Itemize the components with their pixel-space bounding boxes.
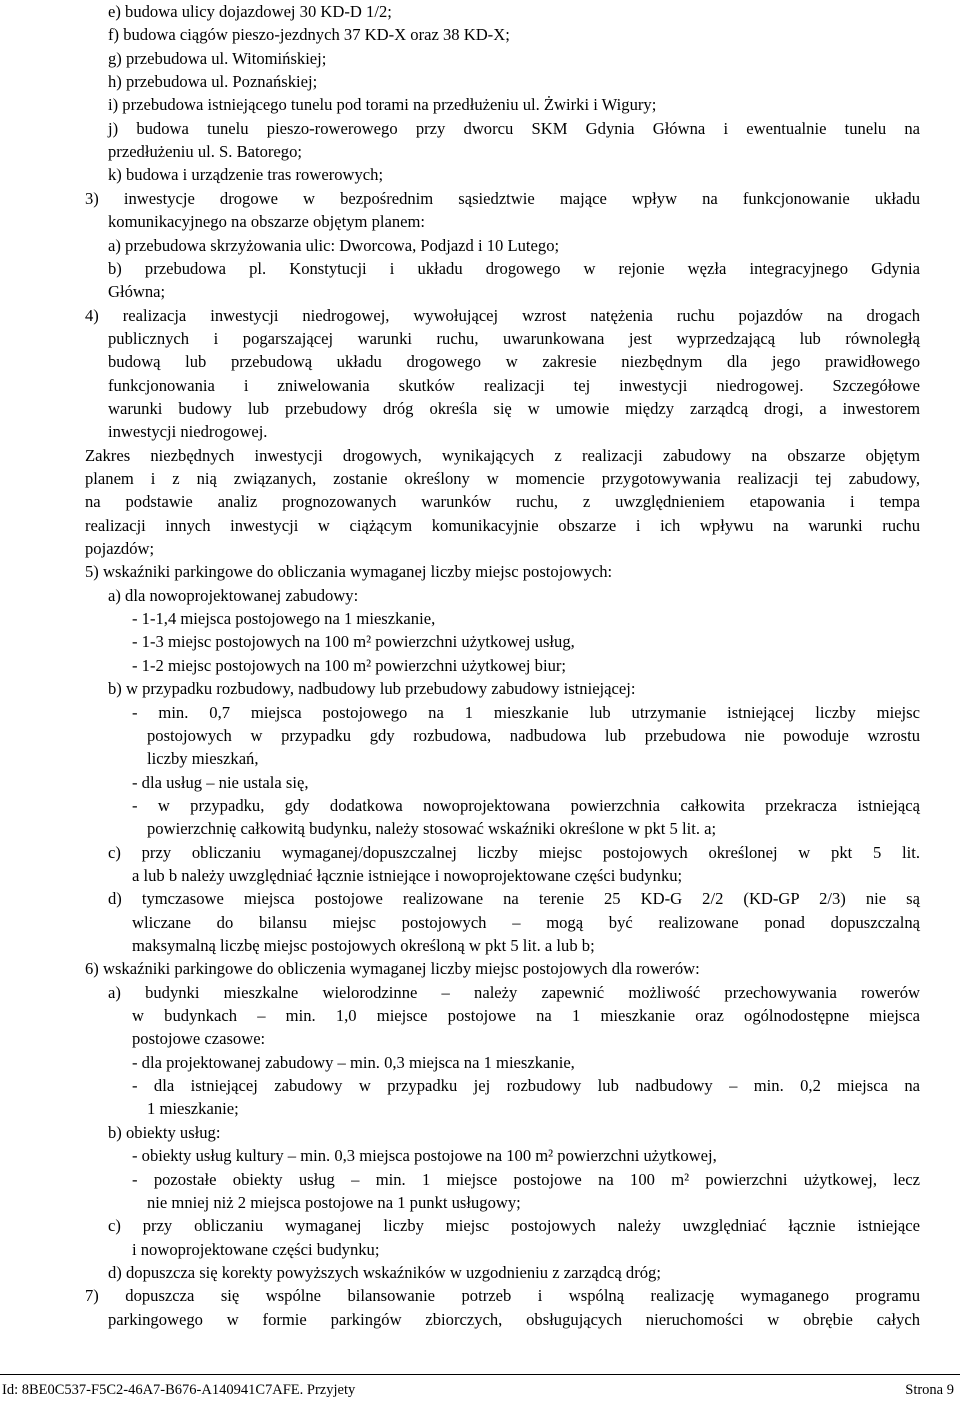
text-line: c) przy obliczaniu wymaganej liczby miejsc postojowych należy uwzględniać łącznie istniejące [108,1216,920,1236]
text-line: b) przebudowa pl. Konstytucji i układu drogowego w rejonie węzła integracyjnego Gdynia [108,258,920,278]
text-line: 7) dopuszcza się wspólne bilansowanie potrzeb i wspólną realizację wymaganego programu [85,1286,920,1306]
text-line: inwestycji niedrogowej. [108,422,268,442]
text-line: liczby mieszkań, [147,749,259,769]
text-line: Głównа; [108,282,166,302]
text-line: nie mniej niż 2 miejsca postojowe na 1 punkt usługowy; [147,1192,521,1212]
text-line: wliczane do bilansu miejsc postojowych – mogą być realizowane ponad dopuszczalną [132,912,920,932]
text-line: 1 mieszkanie; [147,1099,239,1119]
text-line: h) przebudowa ul. Poznańskiej; [108,72,318,92]
text-line: warunki budowy lub przebudowy dróg określa się w umowie między zarządcą drogi, a inwestorem [108,398,920,418]
text-line: na podstawie analiz prognozowanych warunków ruchu, z uwzględnieniem etapowania i tempa [85,492,920,512]
text-line: i nowoprojektowane części budynku; [132,1239,380,1259]
text-line: postojowe czasowe: [132,1029,266,1049]
text-line: 5) wskaźniki parkingowe do obliczania wymaganej liczby miejsc postojowych: [85,562,613,582]
text-line: maksymalną liczbę miejsc postojowych określoną w pkt 5 lit. a lub b; [132,936,595,955]
text-line: komunikacyjnego na obszarze objętym planem: [108,212,426,232]
text-line: b) obiekty usług: [108,1122,221,1142]
text-line: - 1-3 miejsc postojowych na 100 m² powierzchni użytkowej usług, [132,632,575,652]
text-line: - dla projektowanej zabudowy – min. 0,3 miejsca na 1 mieszkanie, [132,1052,575,1072]
text-line: - dla istniejącej zabudowy w przypadku jej rozbudowy lub nadbudowy – min. 0,2 miejsca na [132,1076,920,1096]
text-line: g) przebudowa ul. Witomińskiej; [108,48,327,68]
text-line: 4) realizacja inwestycji niedrogowej, wywołującej wzrost natężenia ruchu pojazdów na drogach [85,305,920,325]
text-line: publicznych i pogarszającej warunki ruchu, uwarunkowana jest wyprzedzającą lub równoległą [108,328,920,348]
text-line: powierzchnię całkowitą budynku, należy stosować wskaźniki określone w pkt 5 lit. a; [147,819,717,839]
text-line: - dla usług – nie ustala się, [132,772,309,792]
text-line: j) budowa tunelu pieszo-rowerowego przy dworcu SKM Gdynia Główna i ewentualnie tunelu na [108,118,920,138]
document-id: Id: 8BE0C537-F5C2-46A7-B676-A140941C7AFE. Przyjety [2,1382,356,1398]
text-line: - 1-2 miejsc postojowych na 100 m² powierzchni użytkowej biur; [132,655,567,675]
text-line: i) przebudowa istniejącego tunelu pod torami na przedłużeniu ul. Żwirki i Wigury; [108,95,657,115]
text-line: - obiekty usług kultury – min. 0,3 miejsca postojowe na 100 m² powierzchni użytkowej, [132,1146,717,1166]
text-line: 6) wskaźniki parkingowe do obliczenia wymaganej liczby miejsc postojowych dla rowerów: [85,959,700,979]
text-line: b) w przypadku rozbudowy, nadbudowy lub przebudowy zabudowy istniejącej: [108,679,636,699]
text-line: przedłużeniu ul. S. Batorego; [108,142,303,162]
page-number: Strona 9 [905,1382,954,1398]
footer-divider [0,1374,960,1375]
text-line: - w przypadku, gdy dodatkowa nowoprojektowana powierzchnia całkowita przekracza istniejącą [132,795,920,815]
text-line: a lub b należy uwzględniać łącznie istniejące i nowoprojektowane części budynku; [132,865,683,885]
text-line: c) przy obliczaniu wymaganej/dopuszczalnej liczby miejsc postojowych określonej w pkt 5 lit. [108,842,920,862]
text-line: a) przebudowa skrzyżowania ulic: Dworcowa, Podjazd i 10 Lutego; [108,235,560,255]
text-line: realizacji innych inwestycji w ciążącym komunikacyjnie obszarze i ich wpływu na warunki ruchu [85,515,920,535]
text-line: a) dla nowoprojektowanej zabudowy: [108,585,359,605]
text-line: - pozostałe obiekty usług – min. 1 miejsce postojowe na 100 m² powierzchni użytkowej, lecz [132,1169,920,1189]
text-line: - 1-1,4 miejsca postojowego na 1 mieszkanie, [132,609,436,629]
text-line: d) tymczasowe miejsca postojowe realizowane na terenie 25 KD-G 2/2 (KD-GP 2/3) nie są [108,889,920,909]
text-line: w budynkach – min. 1,0 miejsce postojowe na 1 mieszkanie oraz ogólnodostępne miejsca [132,1006,920,1026]
text-line: pojazdów; [85,539,155,559]
text-line: planem i z nią związanych, zostanie określony w momencie przygotowywania realizacji tej zabudowy, [85,469,920,488]
text-line: k) budowa i urządzenie tras rowerowych; [108,165,384,185]
text-line: Zakres niezbędnych inwestycji drogowych, wynikających z realizacji zabudowy na obszarze objętym [85,445,920,465]
text-line: a) budynki mieszkalne wielorodzinne – należy zapewnić możliwość przechowywania rowerów [108,982,920,1002]
text-line: d) dopuszcza się korekty powyższych wskaźników w uzgodnieniu z zarządcą dróg; [108,1262,661,1282]
text-line: funkcjonowania i zniwelowania skutków realizacji tej inwestycji niedrogowej. Szczegółowe [108,375,920,395]
text-line: budową lub przebudową układu drogowego w zakresie niezbędnym dla jego prawidłowego [108,352,920,372]
text-line: e) budowa ulicy dojazdowej 30 KD-D 1/2; [108,2,392,21]
text-line: f) budowa ciągów pieszo-jezdnych 37 KD-X oraz 38 KD-X; [108,25,510,45]
text-line: 3) inwestycje drogowe w bezpośrednim sąsiedztwie mające wpływ na funkcjonowanie układu [85,188,920,208]
text-line: postojowych w przypadku gdy rozbudowa, nadbudowa lub przebudowa nie powoduje wzrostu [147,725,920,745]
text-line: parkingowego w formie parkingów zbiorczych, obsługujących nieruchomości w obrębie całych [108,1309,920,1329]
text-line: - min. 0,7 miejsca postojowego na 1 mieszkanie lub utrzymanie istniejącej liczby miejsc [132,702,920,722]
